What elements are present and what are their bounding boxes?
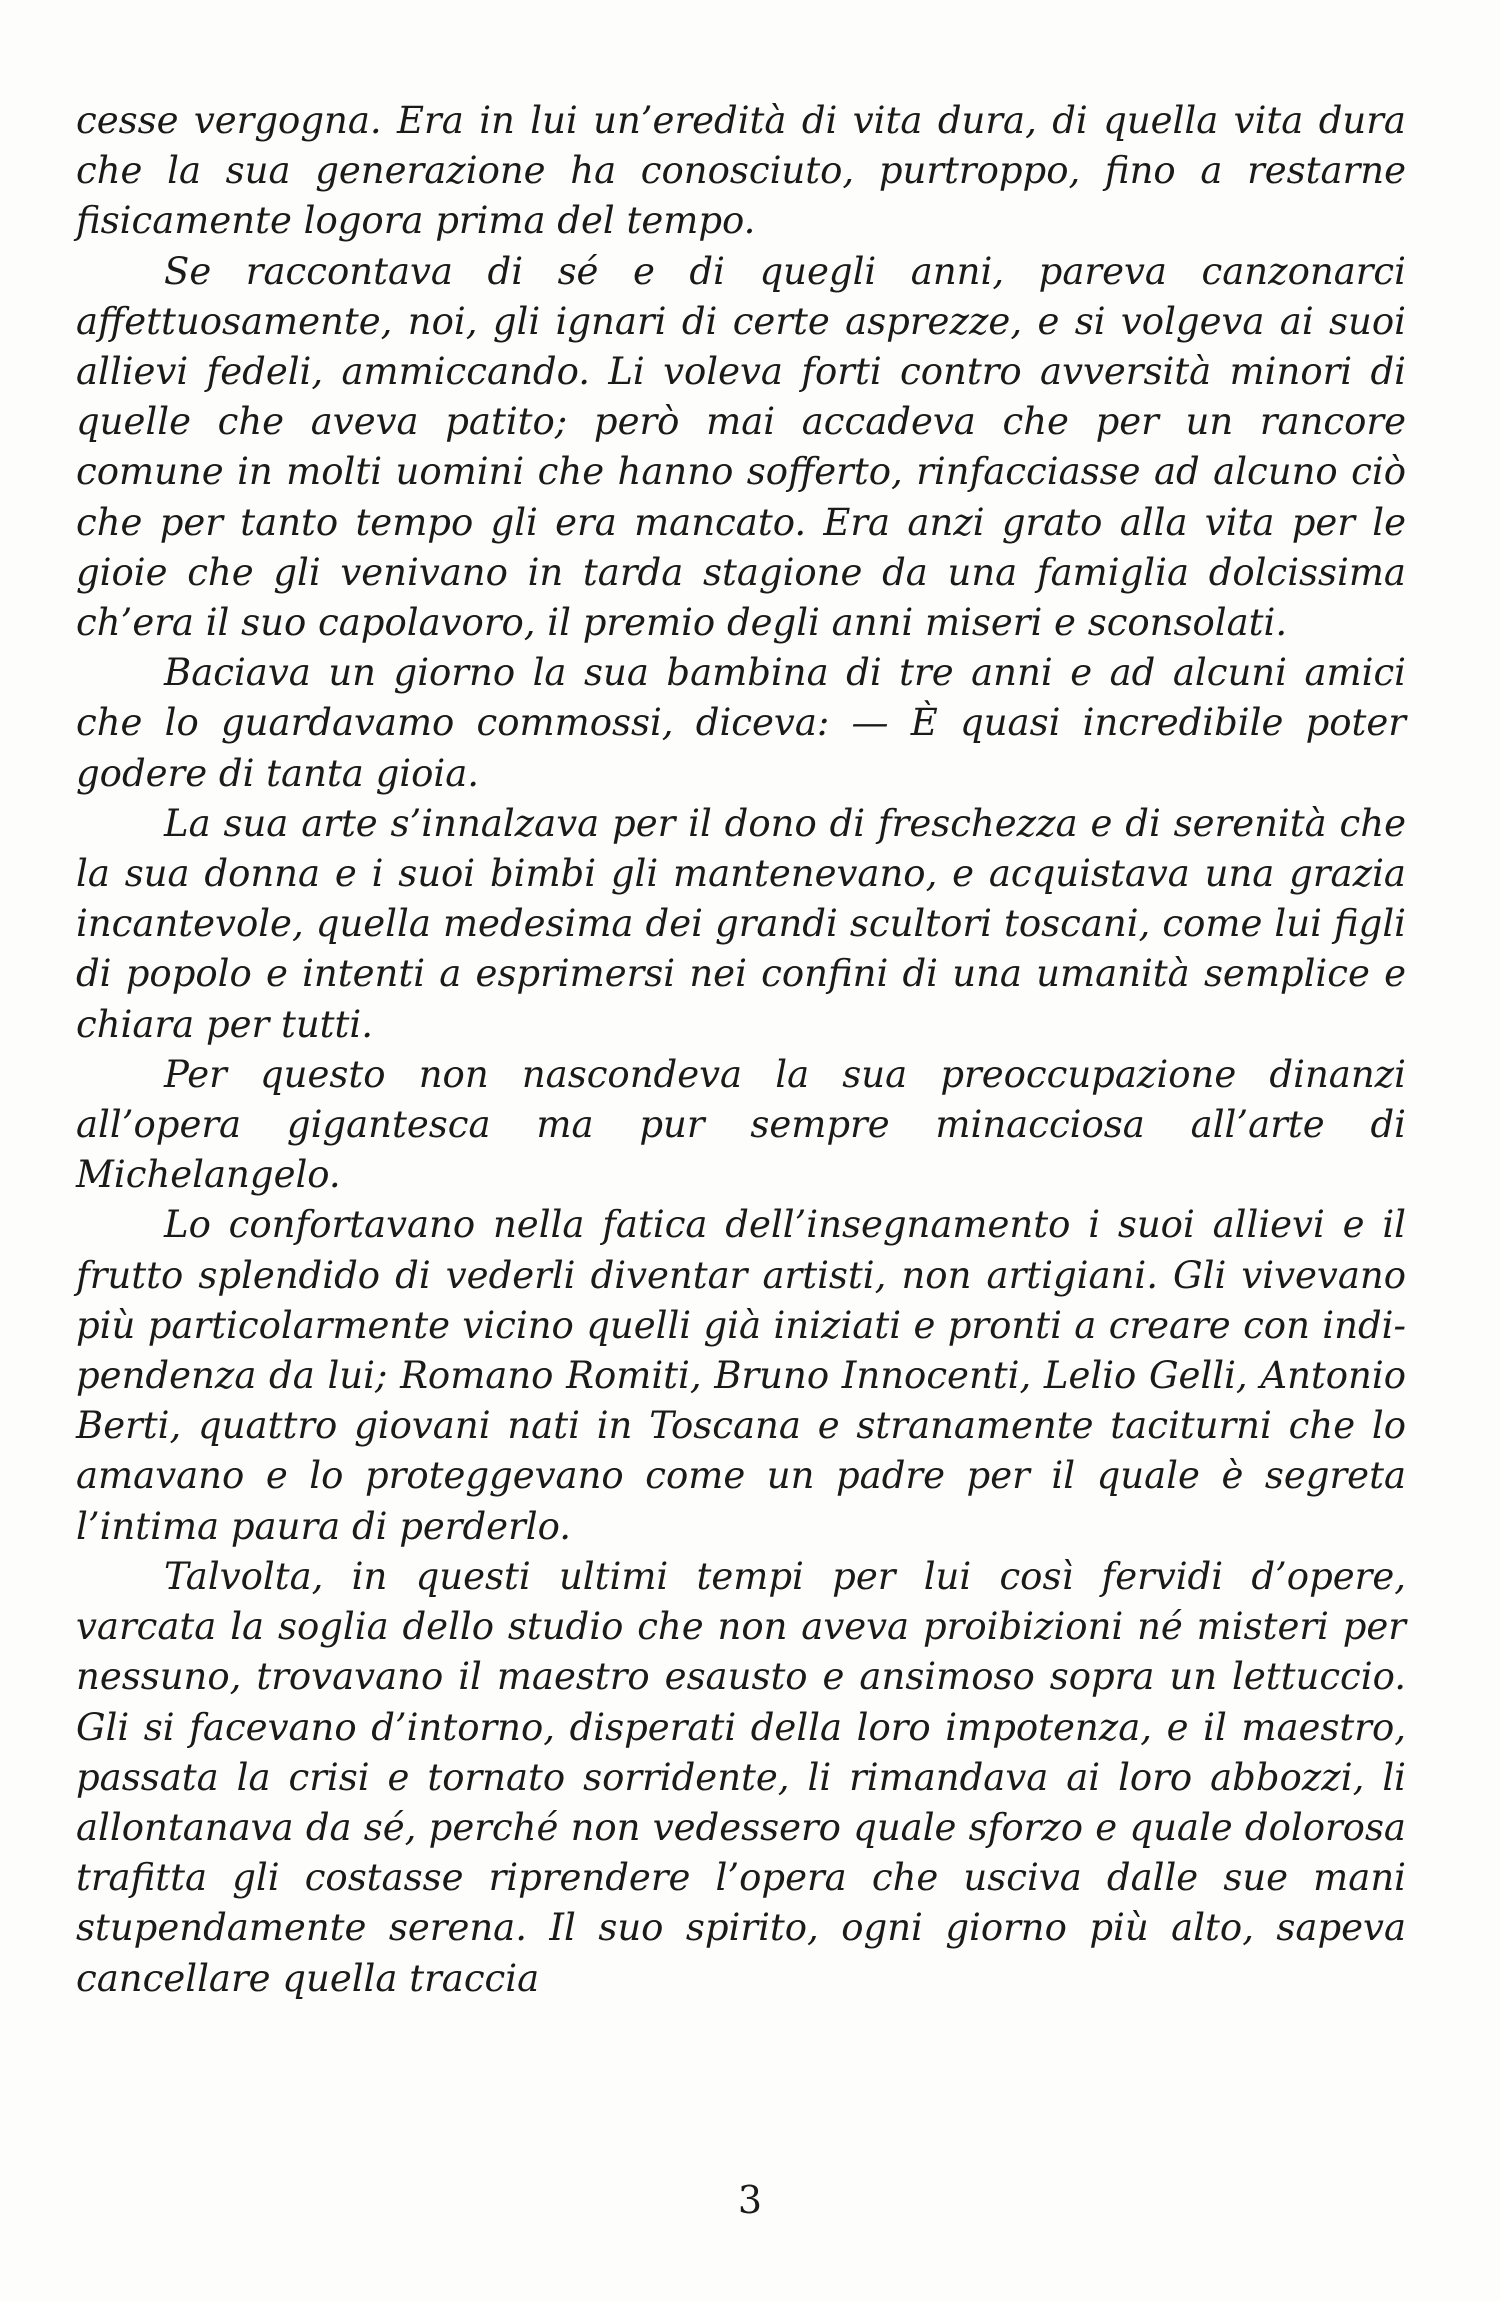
page-number: 3 (737, 2178, 763, 2222)
paragraph-michelangelo: Per questo non nascondeva la sua preoccupazione dinanzi all’opera gigantesca ma pur sempre minacciosa all’arte di Michelangelo. (76, 1052, 1406, 1197)
body-text (76, 96, 1406, 2004)
paragraph-continuation: cesse vergogna. Era in lui un’eredità di vita dura, di quella vita dura che la sua generazione ha conosciuto, purtroppo, fino a restarne fisicamente logora prima del tempo. (76, 99, 1406, 243)
paragraph-students: Lo confortavano nella fatica dell’insegnamento i suoi allievi e il frutto splendido di vederli diventar artisti, non artigiani. Gli vivevano più particolarmente vicino quelli già iniziati e pronti a creare con indipendenza da lui; Romano Romiti, Bruno Innocenti, Lelio Gelli, Antonio Berti, quattro giovani nati in Toscana e stranamente taciturni che lo amavano e lo proteggevano come un padre per il quale è segreta l’intima paura di perderlo. (76, 1203, 1406, 1548)
paragraph-memories: Se raccontava di sé e di quegli anni, pareva canzonarci affettuosamente, noi, gli ignari di certe asprezze, e si volgeva ai suoi allievi fedeli, ammiccando. Li voleva forti contro avversità minori di quelle che aveva patito; però mai accadeva che per un rancore comune in molti uomini che hanno sofferto, rinfacciasse ad alcuno ciò che per tanto tempo gli era mancato. Era anzi grato alla vita per le gioie che gli venivano in tarda stagione da una famiglia dolcissima ch’era il suo capolavoro, il premio degli anni miseri e sconsolati. (76, 249, 1406, 645)
paragraph-daughter: Baciava un giorno la sua bambina di tre anni e ad alcuni amici che lo guardavamo commossi, diceva: — È quasi incredibile poter godere di tanta gioia. (76, 651, 1406, 795)
paragraph-studio: Talvolta, in questi ultimi tempi per lui così fervidi d’opere, varcata la soglia dello studio che non aveva proibizioni né misteri per nessuno, trovavano il maestro esausto e ansimoso sopra un lettuccio. Gli si facevano d’intorno, disperati della loro impotenza, e il maestro, passata la crisi e tornato sorridente, li rimandava ai loro abbozzi, li allontanava da sé, perché non vedessero quale sforzo e quale dolorosa trafitta gli costasse riprendere l’opera che usciva dalle sue mani stupendamente serena. Il suo spirito, ogni giorno più alto, sapeva cancellare quella traccia (76, 1554, 1406, 2000)
paragraph-art: La sua arte s’innalzava per il dono di freschezza e di serenità che la sua donna e i suoi bimbi gli mantenevano, e acquistava una grazia incantevole, quella medesima dei grandi scultori toscani, come lui figli di popolo e intenti a esprimersi nei confini di una umanità semplice e chiara per tutti. (76, 801, 1406, 1046)
